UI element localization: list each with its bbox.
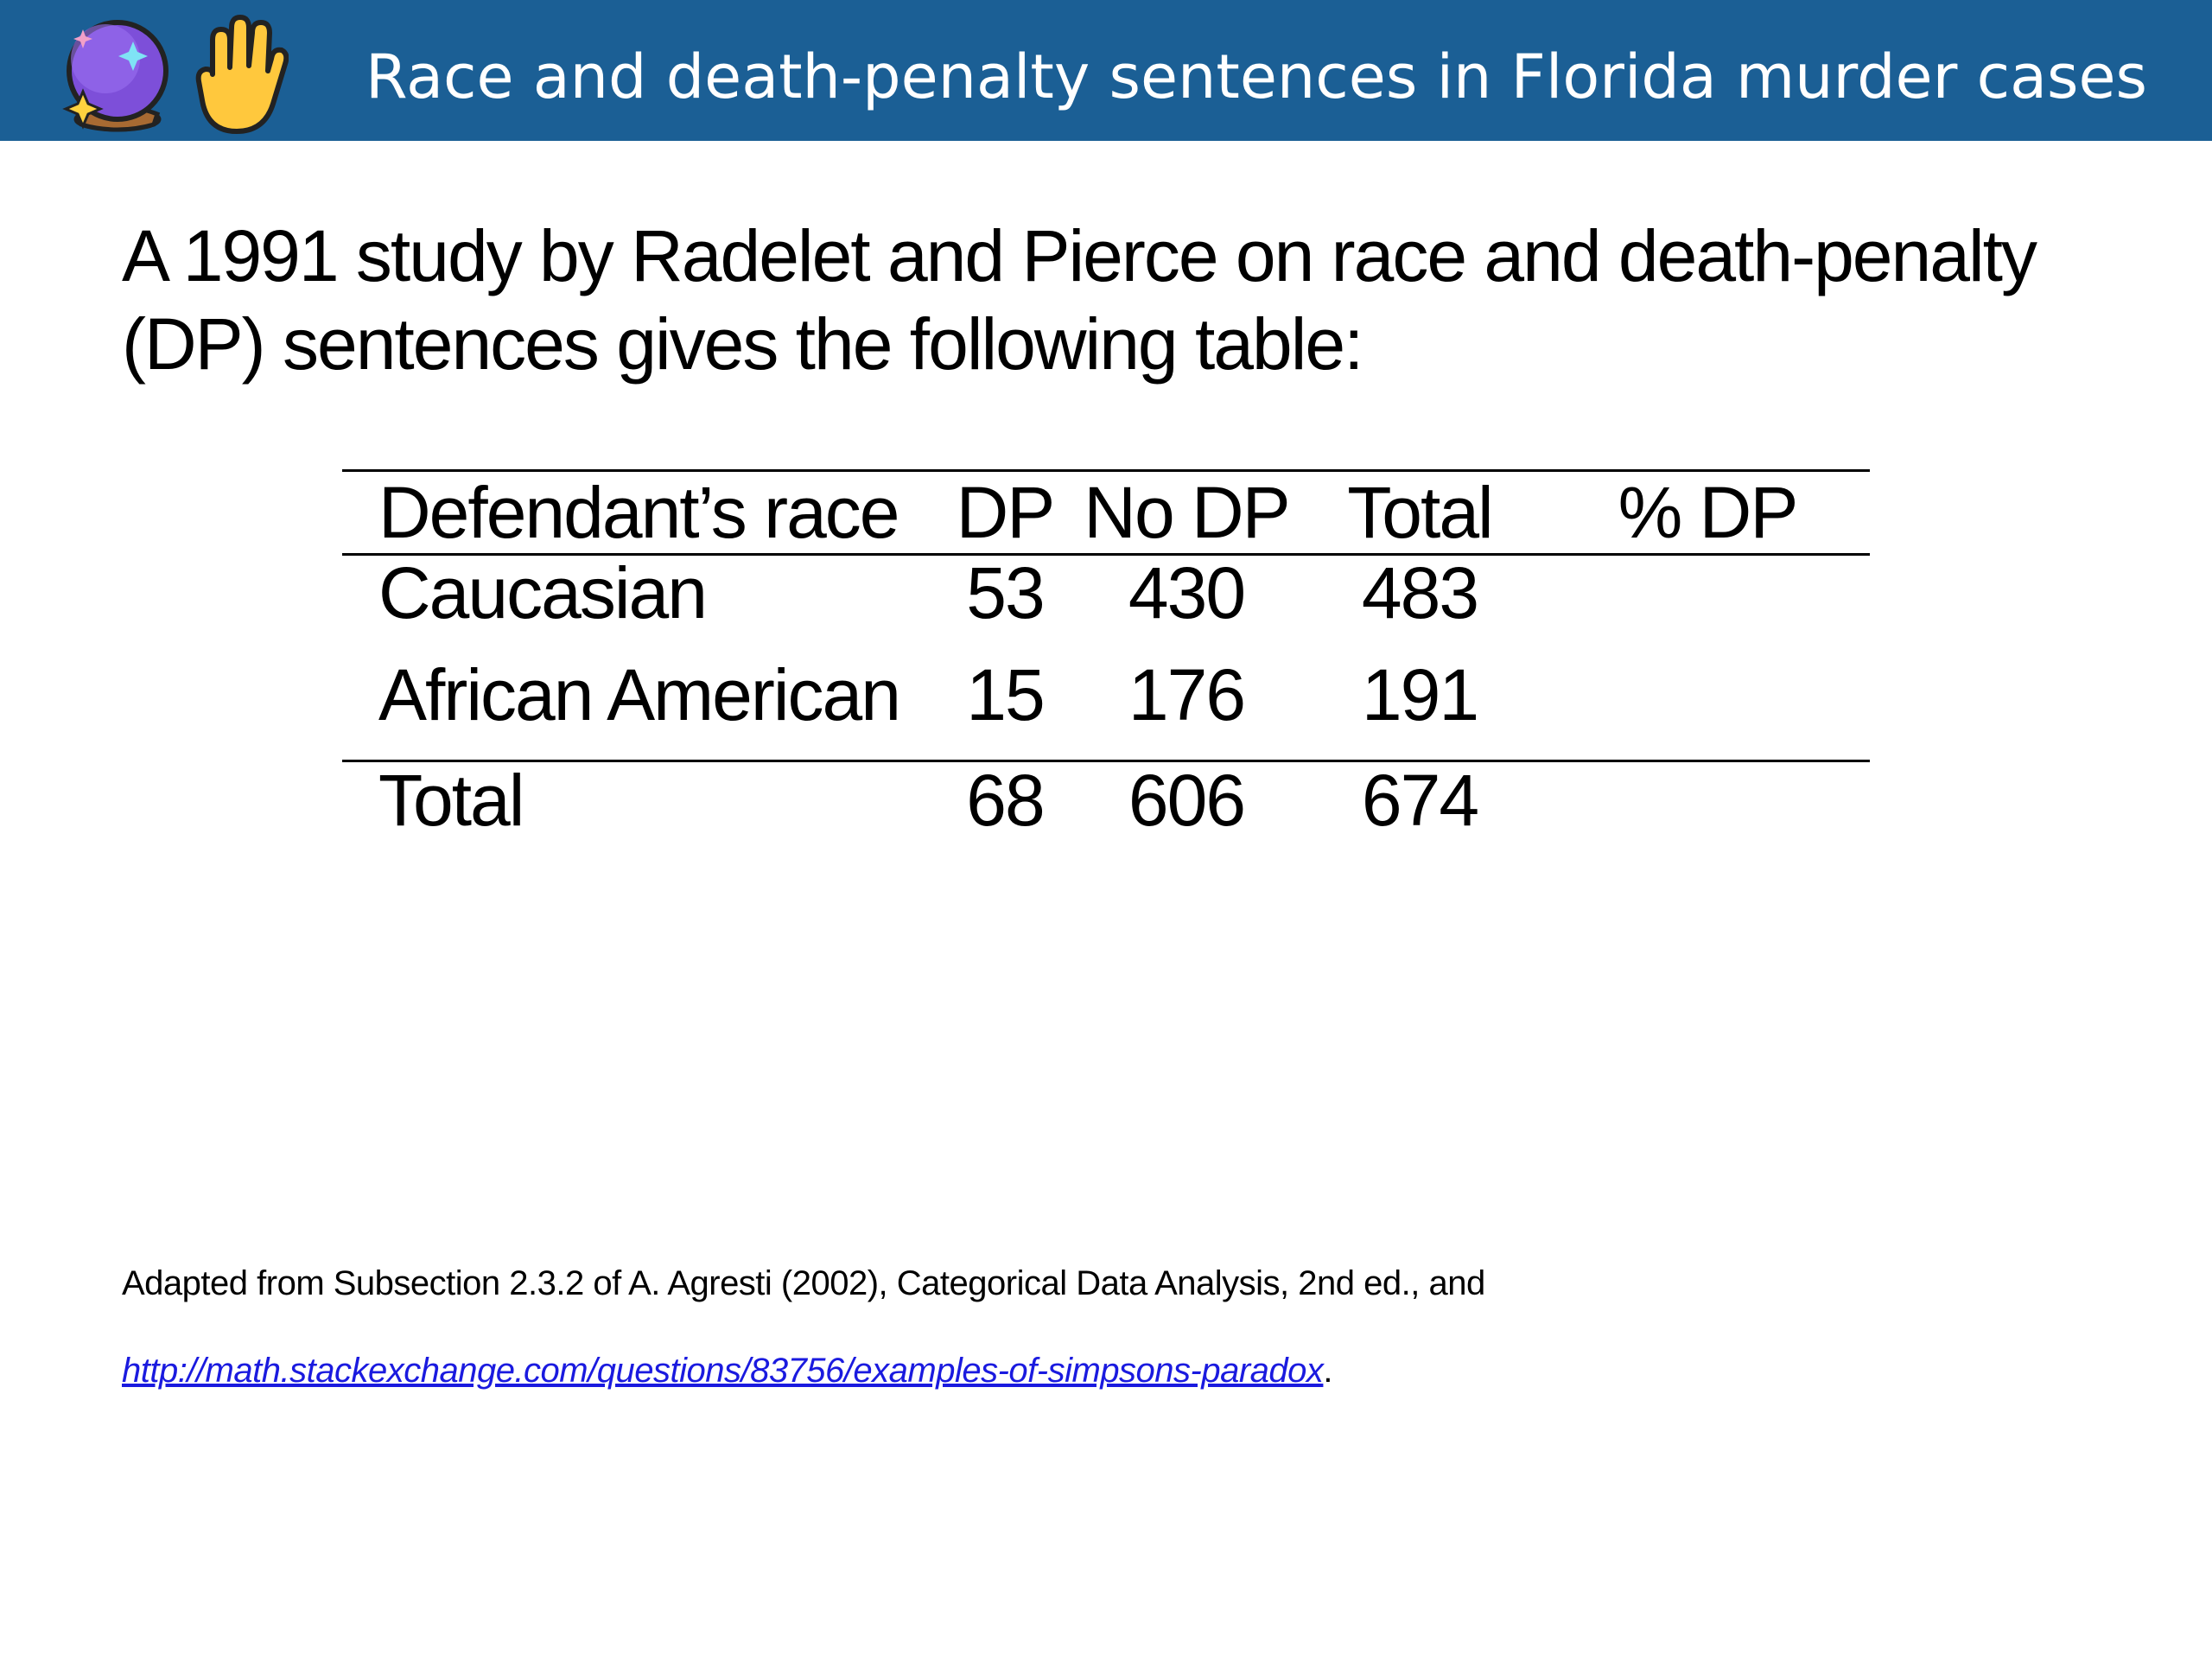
total-dp: 68: [966, 760, 1044, 841]
slide-header: [0, 0, 2212, 141]
intro-paragraph: [122, 212, 2109, 388]
header-race: Defendant’s race: [378, 472, 899, 553]
cell-dp: 15: [966, 654, 1044, 735]
cell-dp: 53: [966, 552, 1044, 633]
cell-percent-dp: [1545, 555, 1870, 631]
cell-race: African American: [378, 654, 899, 735]
total-no-dp: 606: [1128, 760, 1245, 841]
cell-no-dp: 176: [1128, 654, 1245, 735]
cell-total: 191: [1361, 654, 1478, 735]
table-row: [342, 630, 1870, 761]
crystal-ball-icon: [57, 12, 175, 135]
header-dp: DP: [956, 472, 1054, 553]
cell-race: Caucasian: [378, 552, 706, 633]
source-link[interactable]: http://math.stackexchange.com/questions/83756/examples-of-simpsons-paradox: [122, 1352, 1324, 1390]
intro-line-2: (DP) sentences gives the following table:: [122, 303, 1363, 385]
cell-no-dp: 430: [1128, 552, 1245, 633]
header-total: Total: [1347, 472, 1492, 553]
intro-line-1: A 1991 study by Radelet and Pierce on race and death-penalty: [122, 215, 2036, 296]
source-footnote: Adapted from Subsection 2.3.2 of A. Agresti (2002), Categorical Data Analysis, 2nd ed., and: [122, 1264, 1485, 1302]
source-link-line: [122, 1345, 1332, 1397]
total-total: 674: [1361, 760, 1478, 841]
header-percent-dp: % DP: [1618, 472, 1797, 553]
header-no-dp: No DP: [1084, 472, 1289, 553]
death-penalty-table: [342, 469, 1870, 841]
raised-hand-icon: [188, 14, 289, 137]
total-label: Total: [378, 760, 524, 841]
cell-percent-dp: [1545, 630, 1870, 761]
total-percent-dp: [1545, 761, 1870, 839]
slide-title: Race and death-penalty sentences in Florida murder cases: [365, 41, 2147, 112]
table-row: [342, 555, 1870, 631]
table-header-row: [342, 471, 1870, 555]
source-link-suffix: .: [1323, 1352, 1333, 1390]
cell-total: 483: [1361, 552, 1478, 633]
table-total-row: [342, 761, 1870, 839]
